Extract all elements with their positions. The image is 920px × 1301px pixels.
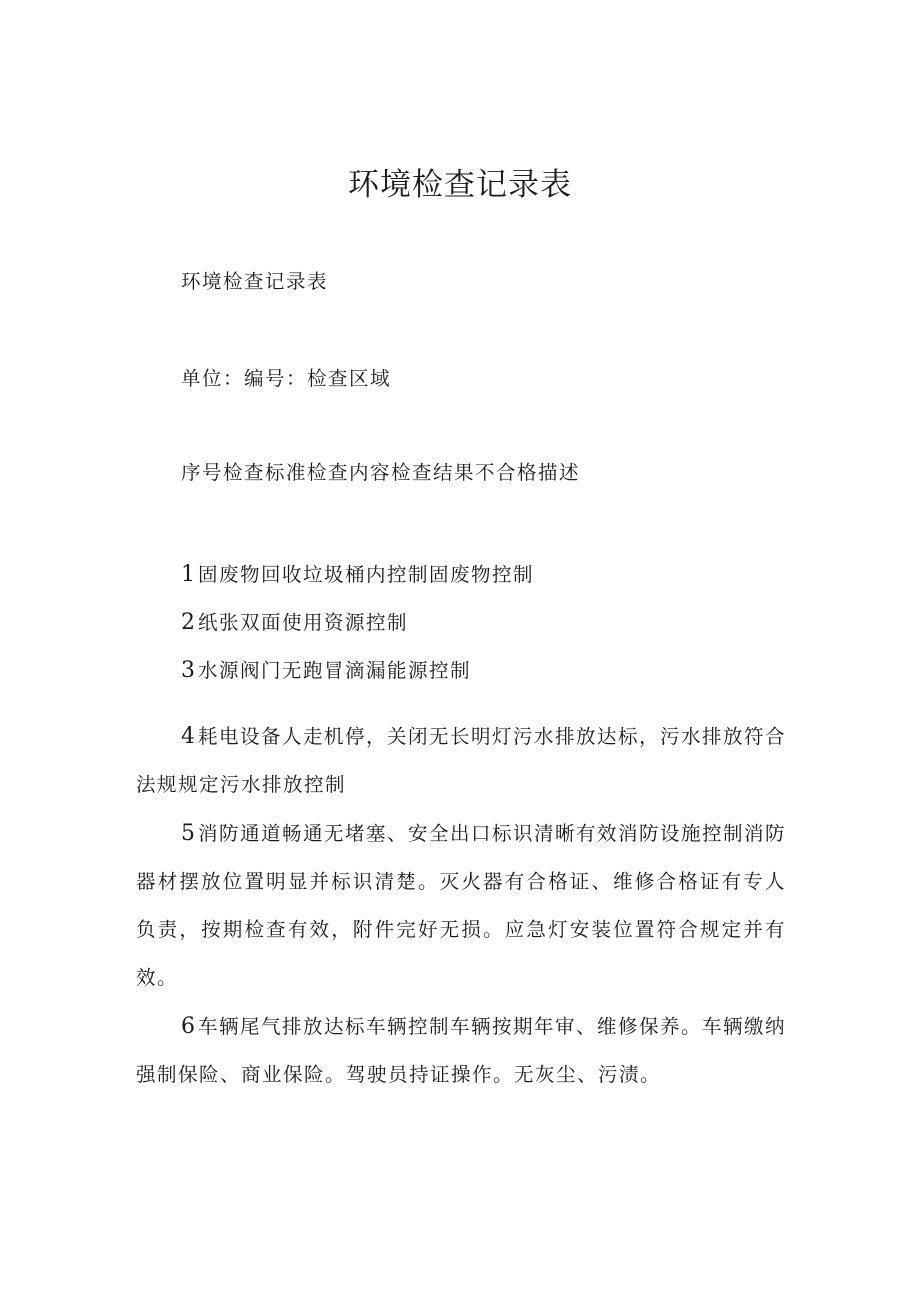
item-number: 2	[181, 610, 198, 635]
list-item	[181, 657, 471, 685]
table-header: 序号检查标准检查内容检查结果不合格描述	[181, 461, 581, 484]
list-item	[181, 609, 408, 637]
item-text: 水源阀门无跑冒滴漏能源控制	[198, 659, 472, 682]
item-text: 车辆尾气排放达标车辆控制车辆按期年审、维修保养。车辆缴纳强制保险、商业保险。驾驶员持证操作。无灰尘、污渍。	[136, 1015, 787, 1086]
item-text: 固废物回收垃圾桶内控制固废物控制	[198, 563, 535, 586]
item-number: 5	[181, 821, 198, 846]
item-number: 1	[181, 562, 198, 587]
list-item	[136, 810, 786, 1002]
list-item	[181, 561, 534, 589]
item-text: 纸张双面使用资源控制	[198, 611, 409, 634]
item-text: 消防通道畅通无堵塞、安全出口标识清晰有效消防设施控制消防器材摆放位置明显并标识清楚。灭火器有合格证、维修合格证有专人负责，按期检查有效，附件完好无损。应急灯安装位置符合规定并有效。	[136, 822, 787, 989]
header-fields: 单位：编号：检查区域	[181, 367, 392, 390]
list-item	[136, 1003, 786, 1099]
list-item	[136, 713, 786, 809]
item-number: 4	[181, 724, 198, 749]
document-subtitle: 环境检查记录表	[181, 270, 329, 293]
document-title: 环境检查记录表	[348, 167, 572, 203]
item-number: 3	[181, 658, 198, 683]
item-number: 6	[181, 1014, 198, 1039]
item-text: 耗电设备人走机停，关闭无长明灯污水排放达标，污水排放符合法规规定污水排放控制	[136, 725, 787, 796]
